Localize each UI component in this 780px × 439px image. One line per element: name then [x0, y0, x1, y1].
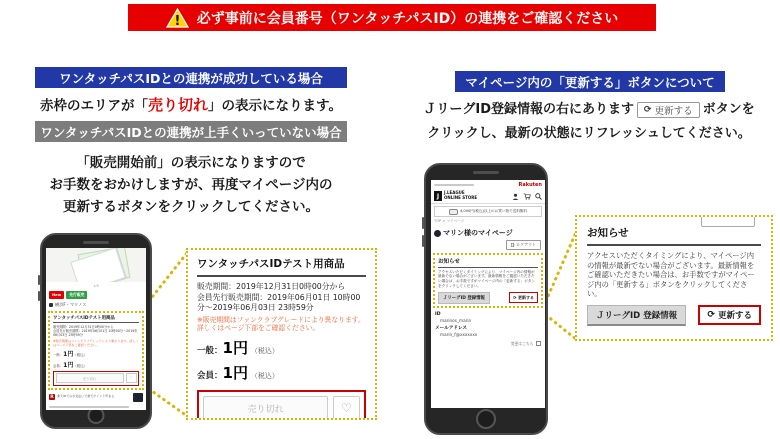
warning-banner — [128, 4, 656, 31]
highlight-dotted-frame — [433, 253, 543, 308]
product-title: ワンタッチパスIDテスト用商品 — [53, 316, 115, 321]
right-header: マイページ内の「更新する」ボタンについて — [455, 71, 725, 92]
rakuten-point-row — [46, 391, 146, 404]
breadcrumb[interactable]: TOP > マイページ — [434, 219, 465, 223]
free-shipping-banner: 4,000円(税込)以上のお買い物で送料無料 — [434, 206, 542, 217]
store-header — [431, 190, 545, 204]
account-info — [431, 309, 545, 337]
price-general: 一般：1円 （税込） — [197, 338, 279, 357]
header-icons — [512, 193, 542, 200]
svg-text:!: ! — [174, 13, 181, 28]
url-placeholder — [434, 184, 474, 187]
jleague-id-row — [438, 292, 538, 304]
left-phone — [40, 233, 152, 429]
right-phone-screen — [431, 180, 545, 408]
favorite-heart-icon[interactable]: ♡ — [333, 396, 360, 420]
left-success-text — [20, 94, 362, 115]
left-phone-screen — [46, 248, 146, 410]
product-title: ワンタッチパスIDテスト用商品 — [197, 258, 345, 270]
club-emblem-icon — [434, 230, 441, 237]
fine-print-placeholder — [49, 406, 129, 408]
store-name: J.LEAGUE ONLINE STORE — [444, 190, 478, 200]
rakuten-brand: Rakuten — [518, 182, 542, 188]
fail-line-2: お手数をおかけしますが、再度マイページ内の — [49, 177, 333, 193]
rakuten-logo: R — [50, 394, 54, 400]
jleague-id-tab: ＪリーグID 登録情報 — [438, 292, 490, 304]
logout-icon — [511, 243, 515, 247]
warning-triangle-icon — [166, 8, 189, 28]
product-badges — [46, 290, 146, 300]
club-emblem-icon — [49, 303, 53, 307]
left-success-header: ワンタッチパスIDとの連携が成功している場合 — [35, 67, 347, 88]
price-value: 1円 — [222, 338, 248, 357]
notice-title: お知らせ — [438, 259, 460, 265]
right-instruction-line2: クリックし、最新の状態にリフレッシュしてください。 — [427, 126, 751, 141]
id-label: ID — [435, 311, 441, 317]
right-phone — [424, 163, 548, 435]
right-callout — [575, 215, 773, 341]
phone-volume-button — [38, 275, 40, 285]
browser-bar — [431, 180, 545, 190]
rakuten-point-note: 楽天IDでのお支払いで楽天ポイント貯まる — [57, 394, 115, 399]
shipping-truck-icon — [449, 209, 458, 215]
price-member: 会員：1円 （税込） — [197, 363, 279, 382]
account-icon[interactable] — [512, 193, 519, 200]
soldout-button[interactable]: 売り切れ — [56, 373, 124, 383]
left-fail-text — [20, 152, 362, 218]
soldout-highlight: 売り切れ — [148, 96, 209, 114]
notice-body: アクセスいただくタイミングにより、マイページ内の情報が最新でない場合がございます。最新情報をご確認いただきたい場合は、お手数ですがマイページ内の「更新する」ボタンをクリックしてください。 — [587, 251, 755, 299]
jleague-id-row — [587, 305, 761, 326]
email-value: marin_f@xxxxxxx — [440, 331, 478, 337]
change-link[interactable]: 変更はこちら — [431, 339, 545, 349]
refresh-button[interactable]: ⟳ 更新する — [698, 305, 761, 325]
warning-banner-text: 必ず事前に会員番号（ワンタッチパスID）の連携をご確認ください — [196, 10, 619, 27]
tax-label: （税込） — [73, 363, 87, 368]
member-sale-period: 会員先行販売期間：2019年06月01日 10時00分～2019年06月03日 23時59分 — [197, 292, 361, 312]
mypage-title-row — [431, 226, 545, 239]
left-callout — [186, 248, 377, 420]
club-emblem-image — [133, 393, 143, 402]
logout-button[interactable]: ログアウト — [506, 240, 542, 250]
id-value: marinos_marin — [440, 317, 472, 323]
sale-period: 販売期間：2019年12月31日0時00分から — [53, 325, 114, 329]
phone-volume-button — [422, 235, 424, 247]
highlight-dotted-frame — [48, 311, 144, 390]
jleague-id-tab: ＪリーグID 登録情報 — [587, 305, 686, 326]
phone-camera — [83, 241, 109, 244]
logout-button-partial — [701, 215, 755, 227]
price-value: 1円 — [63, 361, 74, 369]
refresh-icon: ⟳ — [707, 310, 715, 321]
image-pager: 1/5 — [93, 284, 99, 288]
notice-body: アクセスいただくタイミングにより、マイページ内の情報が最新でない場合がございます。最新情報をご確認いただきたい場合は、お手数ですがマイページ内の「更新する」ボタンをクリックしてください。 — [438, 269, 535, 288]
phone-volume-button — [38, 291, 40, 301]
success-text-pre: 赤枠のエリアが「 — [40, 98, 149, 114]
price-value: 1円 — [222, 363, 248, 382]
red-frame-area — [53, 371, 139, 386]
refresh-icon: ⟳ — [513, 295, 517, 301]
product-image — [46, 248, 146, 282]
refresh-button-illustration[interactable]: ⟳ 更新する — [637, 102, 700, 118]
jleague-logo: J — [434, 191, 442, 201]
tax-label: （税込） — [250, 346, 279, 355]
divider — [197, 275, 366, 277]
logout-row — [431, 239, 545, 252]
member-sale-period: 会員先行販売期間：2019年06月01日 10時00分～2019年06月03日 23時59分 — [53, 329, 138, 338]
refresh-icon: ⟳ — [644, 104, 652, 115]
left-fail-header: ワンタッチパスIDとの連携が上手くいっていない場合 — [35, 121, 347, 142]
period-note: ※販売期間はファンクラブグレードにより異なります。詳しくはページ下部をご確認ください。 — [53, 338, 139, 347]
divider — [53, 322, 139, 323]
club-row — [46, 300, 146, 310]
phone-home-button[interactable] — [476, 409, 496, 429]
success-text-post: 」の表示になります。 — [208, 98, 342, 114]
club-name: 横浜F・マリノス — [55, 302, 87, 307]
price-member: 会員：1円（税込） — [53, 361, 87, 369]
favorite-heart-icon[interactable]: ♡ — [126, 373, 137, 383]
presale-badge: 先行販売 — [66, 291, 87, 299]
price-general: 一般：1円（税込） — [53, 350, 87, 358]
divider — [438, 267, 538, 268]
refresh-button[interactable]: ⟳ 更新する — [509, 292, 538, 303]
period-note: ※販売期間はファンクラブグレードにより異なります。詳しくはページ下部をご確認ください。 — [197, 315, 365, 333]
phone-camera — [473, 171, 499, 174]
red-frame-area — [197, 390, 366, 420]
tax-label: （税込） — [250, 371, 279, 380]
fail-line-1: 「販売開始前」の表示になりますので — [76, 155, 306, 171]
notice-title: お知らせ — [587, 227, 629, 239]
email-label: メールアドレス — [435, 325, 467, 331]
price-value: 1円 — [63, 350, 74, 358]
external-link-icon — [536, 341, 542, 347]
mypage-title: マリン様のマイページ — [443, 229, 513, 237]
cart-icon[interactable] — [523, 193, 531, 200]
right-instruction-line1: ＪリーグID登録情報の右にあります ⟳ 更新する ボタンを — [423, 102, 755, 117]
new-badge: New — [49, 291, 64, 299]
search-icon[interactable] — [535, 193, 542, 200]
divider — [587, 244, 761, 246]
sale-period: 販売期間：2019年12月31日0時00分から — [197, 282, 346, 291]
fail-line-3: 更新するボタンをクリックしてください。 — [63, 199, 319, 215]
phone-volume-button — [422, 217, 424, 229]
tax-label: （税込） — [73, 352, 87, 357]
soldout-button[interactable]: 売り切れ — [203, 396, 328, 420]
